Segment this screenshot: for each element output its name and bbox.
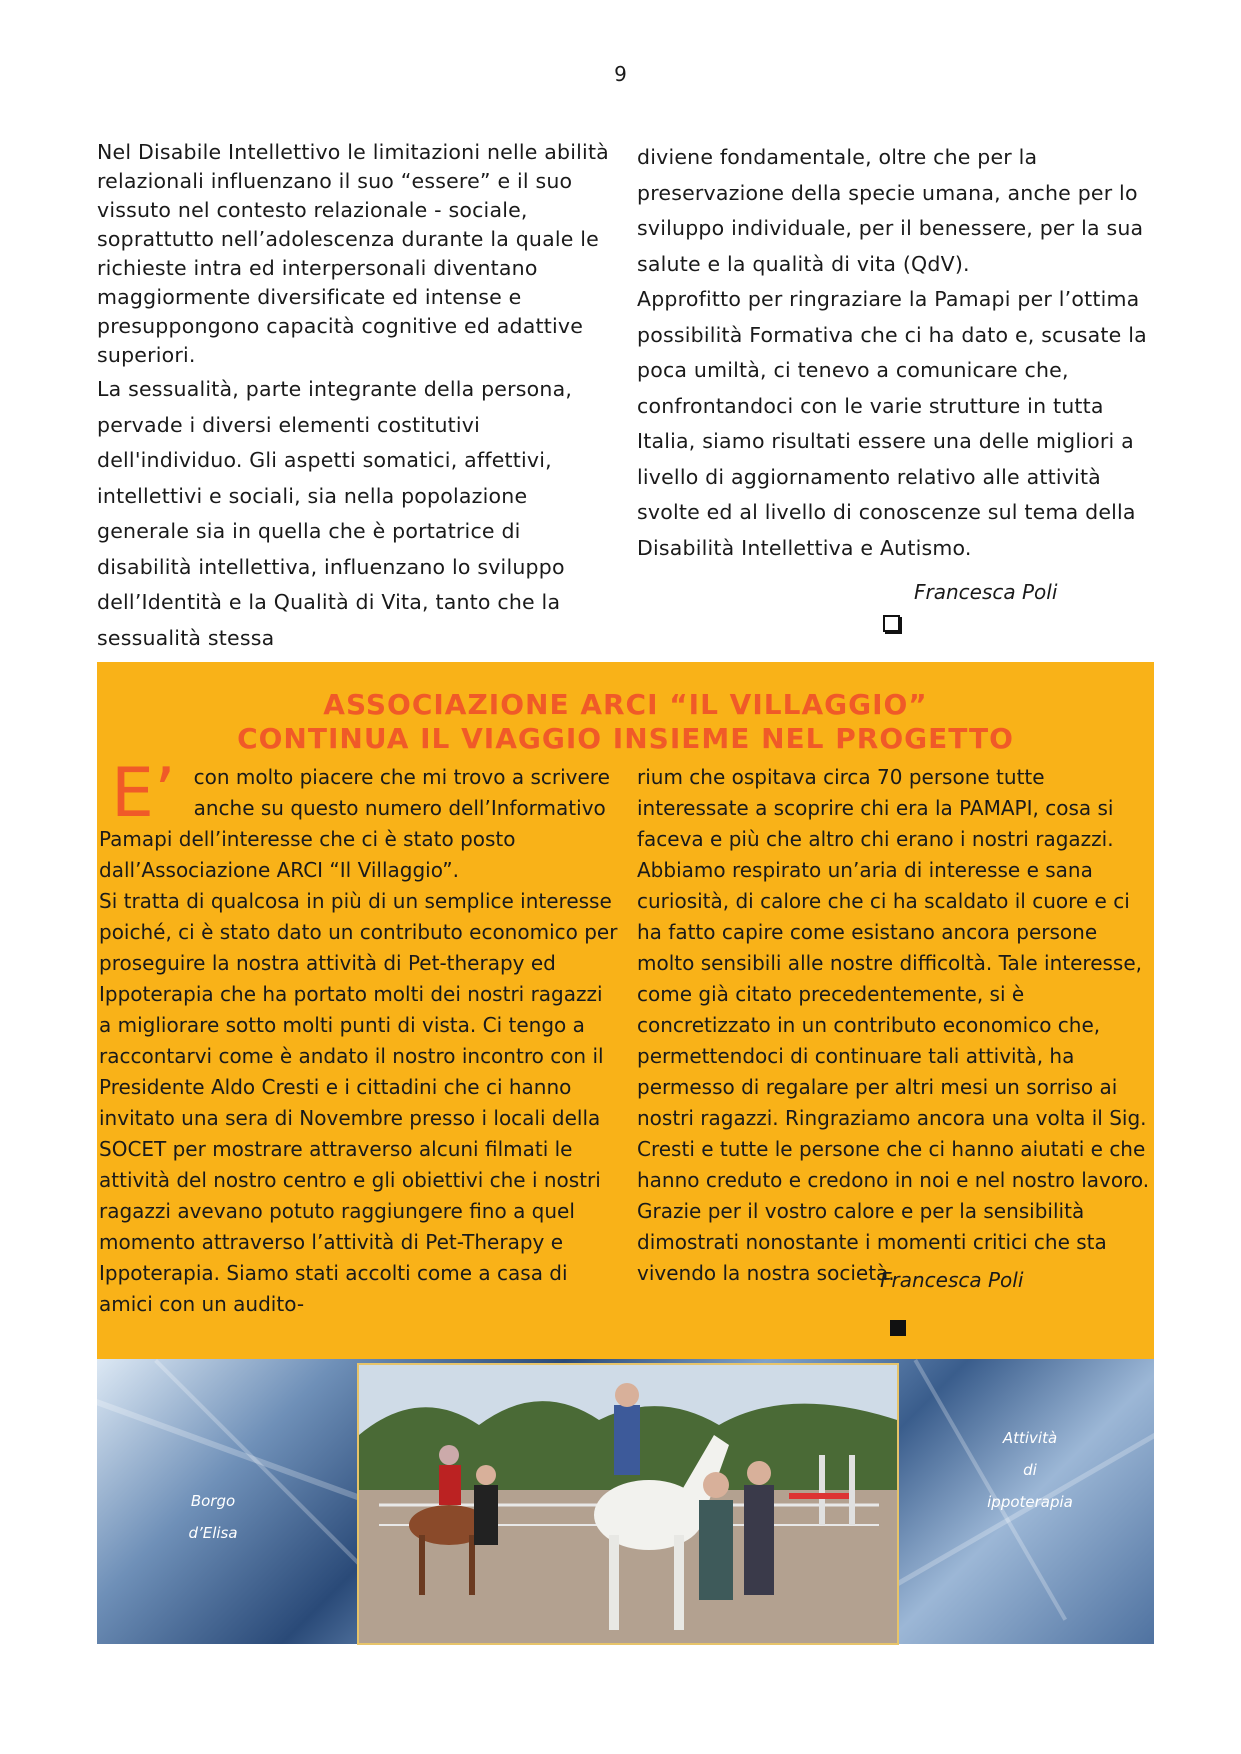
box-article-signature: Francesca Poli: [880, 1268, 1024, 1292]
end-of-article-box-icon: [883, 615, 900, 632]
page-number: 9: [614, 62, 627, 86]
box-article-left-column: [99, 754, 619, 1320]
caption-line: Borgo: [190, 1492, 236, 1510]
horse-riding-illustration: [359, 1365, 897, 1643]
paragraph: La sessualità, parte integrante della persona, pervade i diversi elementi costitutivi dell'individuo. Gli aspetti somatici, affettivi, intellettivi e sociali, sia nella popolazione generale sia in quella che è portatrice di disabilità intellettiva, influenzano lo sviluppo dell’Identità e la Qualità di Vita, tanto che la sessualità stessa: [97, 377, 573, 650]
top-article-signature: Francesca Poli: [914, 580, 1058, 604]
caption-right: [975, 1422, 1085, 1518]
caption-line: di: [1023, 1461, 1037, 1479]
caption-line: d’Elisa: [188, 1524, 238, 1542]
hippotherapy-photo: [357, 1363, 899, 1645]
caption-line: ippoterapia: [987, 1493, 1073, 1511]
box-article-right-column: [637, 762, 1157, 1289]
paragraph: Si tratta di qualcosa in più di un semplice interesse poiché, ci è stato dato un contributo economico per proseguire la nostra attività di Pet-therapy ed Ippoterapia che ha portato molti dei nostri ragazzi a migliorare sotto molti punti di vista. Ci tengo a raccontarvi come è andato il nostro incontro con il Presidente Aldo Cresti e i cittadini che ci hanno invitato una sera di Novembre presso i locali della SOCET per mostrare attraverso alcuni filmati le attività del nostro centro e gli obiettivi che i nostri ragazzi avevano potuto raggiungere fino a quel momento attraverso l’attività di Pet-Therapy e Ippoterapia. Siamo stati accolti come a casa di amici con un audito-: [99, 889, 618, 1316]
end-of-article-square-icon: [890, 1320, 906, 1336]
top-article-left-column: [97, 138, 617, 656]
title-line-2: CONTINUA IL VIAGGIO INSIEME NEL PROGETTO: [237, 722, 1014, 755]
title-line-1: ASSOCIAZIONE ARCI “IL VILLAGGIO”: [323, 688, 928, 721]
box-article-title: [97, 688, 1154, 756]
caption-line: Attività: [1002, 1429, 1058, 1447]
caption-left: [168, 1485, 258, 1549]
paragraph: Nel Disabile Intellettivo le limitazioni nelle abilità relazionali influenzano il suo “essere” e il suo vissuto nel contesto relazionale - sociale, soprattutto nell’adolescenza durante la quale le richieste intra ed interpersonali diventano maggiormente diversificate ed intense e presuppongono capacità cognitive ed adattive superiori.: [97, 140, 609, 367]
paragraph: rium che ospitava circa 70 persone tutte interessate a scoprire chi era la PAMAPI, cosa si faceva e più che altro chi erano i nostri ragazzi. Abbiamo respirato un’aria di interesse e sana curiosità, di calore che ci ha scaldato il cuore e ci ha fatto capire come esistano ancora persone molto sensibili alle nostre difficoltà. Tale interesse, come già citato precedentemente, si è concretizzato in un contributo economico che, permettendoci di continuare tali attività, ha permesso di regalare per altri mesi un sorriso ai nostri ragazzi. Ringraziamo ancora una volta il Sig. Cresti e tutte le persone che ci hanno aiutati e che hanno creduto e credono in noi e nel nostro lavoro. Grazie per il vostro calore e per la sensibilità dimostrati nonostante i momenti critici che sta vivendo la nostra società.: [637, 765, 1150, 1285]
paragraph: Approfitto per ringraziare la Pamapi per l’ottima possibilità Formativa che ci ha dato e, scusate la poca umiltà, ci tenevo a comunicare che, confrontandoci con le varie strutture in tutta Italia, siamo risultati essere una delle migliori a livello di aggiornamento relativo alle attività svolte ed al livello di conoscenze sul tema della Disabilità Intellettiva e Autismo.: [637, 287, 1147, 560]
top-article-right-column: [637, 140, 1157, 566]
paragraph: diviene fondamentale, oltre che per la preservazione della specie umana, anche per lo sviluppo individuale, per il benessere, per la sua salute e la qualità di vita (QdV).: [637, 145, 1144, 276]
paragraph: con molto piacere che mi trovo a scrivere anche su questo numero dell’Informativo Pamapi dell’interesse che ci è stato posto dall’Associazione ARCI “Il Villaggio”.: [99, 765, 610, 882]
drop-cap: E’: [111, 754, 176, 833]
